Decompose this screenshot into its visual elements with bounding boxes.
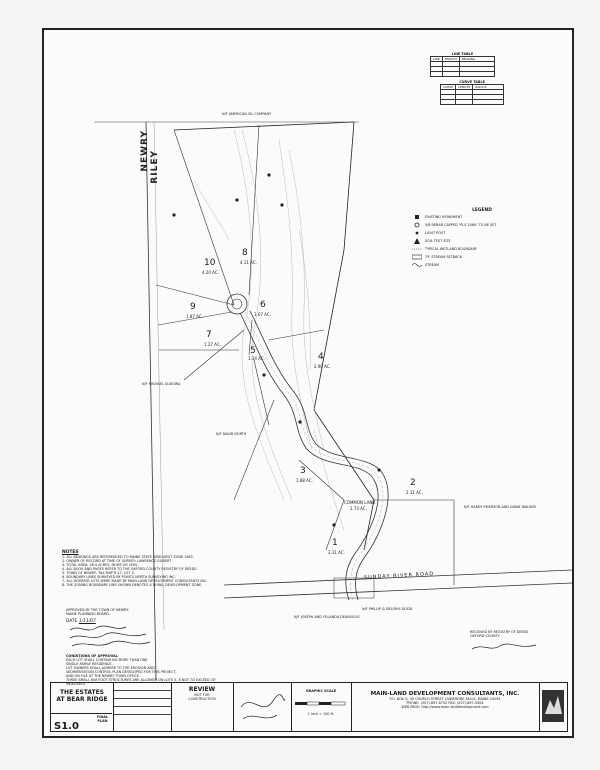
- lot-acreage: 1.34 AC.: [248, 356, 265, 361]
- property-boundary: [174, 122, 374, 550]
- legend-title: LEGEND: [472, 208, 492, 213]
- stamp-line: RECEIVED BY REGISTRY OF DEEDS: [470, 630, 529, 634]
- curve-table-title: CURVE TABLE: [459, 80, 485, 84]
- conditions-title: CONDITIONS OF APPROVAL: [66, 654, 118, 659]
- lot-number: 8: [242, 248, 248, 258]
- curve-table-header: RADIUS: [473, 85, 504, 90]
- line-table-header: LENGTH: [442, 57, 459, 62]
- review-cell: [171, 683, 234, 731]
- seal-cell: [233, 683, 292, 731]
- approval-date-label: DATE: [66, 619, 78, 624]
- title-block: [50, 682, 568, 732]
- road-label-riley-text: RILEY: [150, 150, 160, 184]
- condition-line: EACH LOT SHALL CONTAIN NO MORE THAN ONE: [66, 658, 148, 663]
- legend-label: STREAM: [425, 263, 439, 268]
- lot-acreage: 2.90 AC.: [314, 364, 331, 369]
- legend-row: [412, 253, 552, 261]
- approval-line: MAINE PLANNING BOARD.: [66, 612, 110, 616]
- soil-test-icon: [412, 238, 422, 244]
- revision-cell: [113, 683, 172, 731]
- lot-number: 4: [318, 352, 324, 362]
- sheet-number: S1.0: [54, 721, 79, 732]
- legend: [412, 208, 552, 269]
- company-phone: PHONE: (207)-897-6752 FAX: (207)-897-5404: [406, 701, 484, 705]
- note-item: 4. ALL BOOK AND PAGES REFER TO THE OXFORD COUNTY REGISTRY OF DEEDS.: [62, 567, 198, 572]
- legend-row: [412, 221, 552, 229]
- lot-number: 1: [332, 538, 338, 548]
- legend-label: LIGHT POST: [425, 231, 446, 236]
- road-label-sunday-river: SUNDAY RIVER ROAD: [363, 571, 435, 581]
- topo-contours: [194, 130, 344, 530]
- legend-label: SOIL TEST SITE: [425, 239, 451, 244]
- lot-acreage: 1.88 AC.: [296, 478, 313, 483]
- lot-acreage: 4.20 AC.: [202, 270, 219, 275]
- line-table-header: LINE: [431, 57, 443, 62]
- legend-row: [412, 261, 552, 269]
- sheet-title: FINAL: [96, 715, 108, 719]
- lot-number: 5: [250, 346, 256, 356]
- notes-title: NOTES: [62, 550, 79, 555]
- abutter-label: N/F PHILLIP & DELORIS DODD: [362, 607, 413, 611]
- light-post-icon: [412, 230, 422, 236]
- scale-cell: [291, 683, 352, 731]
- road-label-riley: [150, 150, 160, 184]
- note-item: 7. ALL INTERIOR LOTS WERE MADE BY MAIN-LAND DEVELOPMENT CONSULTANTS INC.: [62, 579, 208, 584]
- abutter-label: N/F AMERICAN OIL COMPANY: [222, 112, 272, 116]
- monument-icon: [412, 214, 422, 220]
- approval-date-value: 1/11/07: [78, 619, 96, 624]
- legend-label: 5/8 REBAR CAPPED "PLS 1060" TO BE SET: [425, 223, 497, 228]
- registrar-signature: [470, 641, 540, 653]
- company-address: P.O. BOX Q, 49 CHURCH STREET LIVERMORE FALLS, MAINE 04254: [389, 697, 501, 701]
- common-land-label: COMMON LAND: [344, 500, 376, 505]
- note-item: 3. TOTAL AREA: 26.4 ACRES, MORE OR LESS.: [62, 563, 139, 568]
- abutter-label: N/F JOSEPH AND YOLANDA DEANGELIS: [294, 615, 360, 619]
- handwritten-condition: THREE SMALL 8X8 FOOT STRUCTURES ARE ALLOWED ON LOTS 5, 8 NOT TO EXCEED 30' MEASURED: [66, 678, 216, 687]
- lot-acreage: 1.27 AC.: [204, 342, 221, 347]
- note-item: 8. THE ZONING BOUNDARY LINE SHOWN DENOTES A RURAL DEVELOPMENT ZONE.: [62, 583, 203, 588]
- review-sub: NOT FOR: [194, 693, 210, 697]
- common-land-acreage: 1.73 AC.: [350, 506, 367, 511]
- company-cell: [351, 683, 540, 731]
- lot-number: 2: [410, 478, 416, 488]
- legend-label: EXISTING MONUMENT: [425, 215, 463, 220]
- iron-rod-icon: [412, 222, 422, 228]
- registry-stamp: [470, 630, 560, 657]
- condition-line: SINGLE-FAMILY RESIDENCE.: [66, 662, 113, 667]
- lot-lines: [156, 125, 454, 585]
- condition-line: SEDIMENTATION CONTROL PLAN DEVELOPED FOR THIS PROJECT,: [66, 670, 177, 675]
- company-web: WEB PAGE: http://www.main-landdevelopment.com: [401, 705, 489, 709]
- riley-road-edge: [146, 122, 156, 680]
- engineer-seal: [237, 687, 287, 727]
- stamp-line: OXFORD COUNTY: [470, 634, 500, 638]
- company-logo: [540, 684, 566, 730]
- legend-label: 75' STREAM SETBACK: [425, 255, 462, 260]
- graphic-scale-text: 1 inch = 100 ft.: [307, 712, 335, 716]
- abutter-label: N/F HARDY EMERSON AND DIANE WALKER: [464, 505, 536, 509]
- curve-table-header: CURVE: [441, 85, 456, 90]
- stream-icon: [412, 262, 422, 268]
- lot-number: 7: [206, 330, 212, 340]
- legend-row: [412, 245, 552, 253]
- review-label: REVIEW: [188, 686, 216, 693]
- project-name-line1: THE ESTATES: [59, 689, 105, 696]
- legend-row: [412, 229, 552, 237]
- lot-number: 3: [300, 466, 306, 476]
- note-item: 1. ALL BEARINGS ARE REFERENCED TO MAINE STATE GRID WEST ZONE 1983.: [62, 555, 194, 560]
- review-sub: CONSTRUCTION: [188, 697, 216, 701]
- sheet-title: PLAN: [97, 719, 108, 723]
- plan-sheet: [42, 28, 574, 738]
- abutter-label: N/F MICHAEL SUDOWA: [142, 382, 181, 386]
- legend-row: [412, 213, 552, 221]
- curve-table-header: LENGTH: [456, 85, 473, 90]
- wetland-icon: [412, 246, 422, 252]
- lot-acreage: 2.11 AC.: [406, 490, 423, 495]
- notes-block: [62, 550, 232, 587]
- lot-number: 10: [204, 258, 216, 268]
- project-name-line2: AT BEAR RIDGE: [56, 696, 108, 703]
- graphic-scale-label: GRAPHIC SCALE: [305, 689, 337, 693]
- condition-line: AND ON FILE AT THE NEWRY TOWN OFFICE.: [66, 674, 141, 679]
- legend-row: [412, 237, 552, 245]
- road-label-newry-text: NEWRY: [140, 130, 150, 172]
- lot-number: 6: [260, 300, 266, 310]
- approval-line: APPROVED BY THE TOWN OF NEWRY,: [66, 608, 130, 612]
- lot-acreage: 2.31 AC.: [328, 550, 345, 555]
- graphic-scale-bar: [293, 700, 349, 708]
- abutter-label: N/F DAVID NORTH: [216, 432, 247, 436]
- legend-label: TYPICAL WETLAND BOUNDARY: [425, 247, 477, 252]
- company-name: MAIN-LAND DEVELOPMENT CONSULTANTS, INC.: [370, 691, 520, 697]
- lot-number: 9: [190, 302, 196, 312]
- logo-cell: [539, 683, 567, 731]
- note-item: 5. TOWN OF NEWRY, TAX MAP R-17, LOT 3.: [62, 571, 135, 576]
- lot-acreage: 1.67 AC.: [254, 312, 271, 317]
- note-item: 2. OWNER OF RECORD AT TIME OF SURVEY: LAWRENCE GILBERT: [62, 559, 172, 564]
- stream-setback-icon: [412, 254, 422, 260]
- road-label-newry: [140, 130, 150, 172]
- line-table-header: BEARING: [459, 57, 494, 62]
- sheet-number-box: [50, 713, 112, 732]
- approval-block: [66, 608, 236, 686]
- condition-line: LOT OWNERS SHALL ADHERE TO THE EROSION AND: [66, 666, 155, 671]
- note-item: 6. BOUNDARY LINES SURVEYED BY POINTS NORTH SURVEYING INC.: [62, 575, 176, 580]
- lot-acreage: 1.87 AC.: [186, 314, 203, 319]
- signatures: [66, 624, 156, 650]
- line-table-title: LINE TABLE: [451, 52, 474, 56]
- lot-acreage: 4.11 AC.: [240, 260, 257, 265]
